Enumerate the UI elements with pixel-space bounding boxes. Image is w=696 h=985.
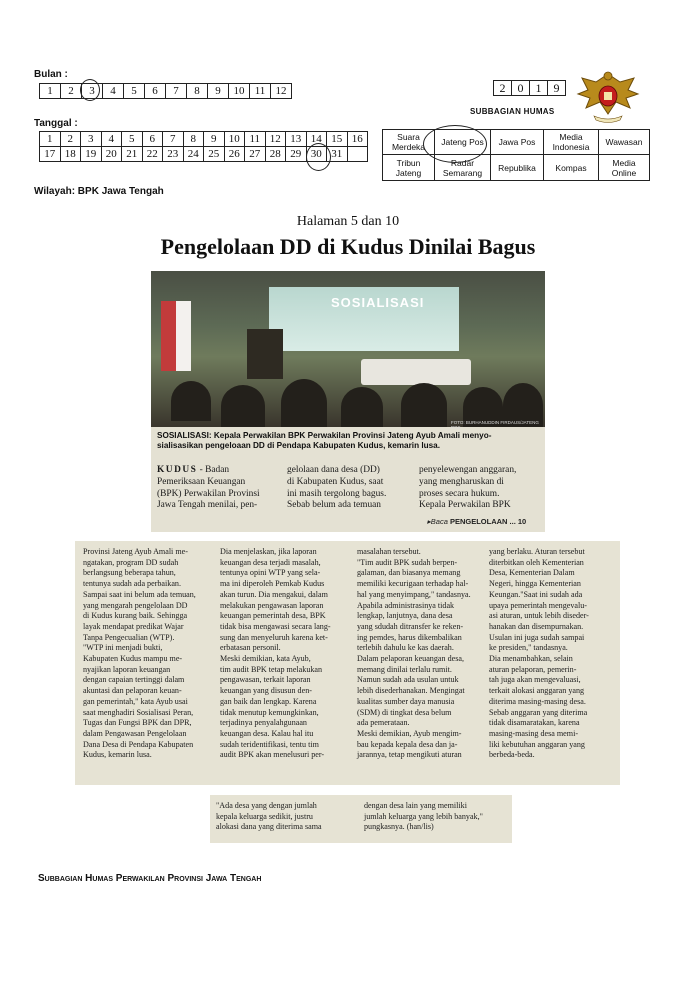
text-line: saat menghadiri Sosialisasi Peran,: [83, 707, 194, 717]
tanggal-label: Tanggal :: [34, 118, 78, 129]
headline: Pengelolaan DD di Kudus Dinilai Bagus: [160, 234, 536, 259]
text-line: tentunya sudah ada perbaikan.: [83, 579, 181, 589]
text-line: Apabila administrasinya tidak: [357, 600, 455, 610]
text-line: diterbitkan oleh Kementerian: [489, 557, 584, 567]
text-line: sung dan menyeluruh karena ket-: [220, 632, 328, 642]
clip3-column-1: [216, 801, 362, 833]
media-cell: Kompas: [544, 155, 599, 181]
text-line: dalam Pengawasan Pengelolaan: [83, 728, 187, 738]
screen-title: SOSIALISASI: [331, 295, 425, 310]
text-line: Usulan ini juga sudah sampai: [489, 632, 585, 642]
text-line: "WTP ini menjadi bukti,: [83, 643, 163, 653]
tanggal-cell-18: 18: [60, 147, 81, 162]
clipping-quote: [210, 795, 512, 843]
bulan-cell-11: 11: [250, 84, 271, 99]
clip2-column-3: [357, 547, 487, 761]
text-line: hanakan dan disempurnakan.: [489, 621, 584, 631]
tahun-digit: 0: [511, 80, 530, 96]
tanggal-cell-30: 30: [306, 147, 327, 162]
tanggal-cell-11: 11: [245, 132, 266, 147]
clipping-main: [151, 271, 545, 532]
text-line: tidak bisa mengawasi secara lang-: [220, 621, 331, 631]
garuda-emblem-icon: [574, 68, 642, 126]
bulan-cell-1: 1: [40, 84, 61, 99]
text-line: yang berlaku. Aturan tersebut: [489, 547, 585, 556]
text-line: berbeda-beda.: [489, 750, 535, 760]
photo-caption: SOSIALISASI: Kepala Perwakilan BPK Perwakilan Provinsi Jateng Ayub Amali menyo- sialisasikan pengeloaan DD di Pendapa Kabupaten Kudus, kemarin lusa.: [157, 431, 492, 450]
media-table: [382, 129, 650, 181]
media-cell: Wawasan: [599, 130, 650, 155]
text-line: tidak disamaratakan, karena: [489, 718, 580, 728]
text-line: ngatakan, program DD sudah: [83, 557, 179, 567]
text-line: gan pemerintah," kata Ayub usai: [83, 696, 188, 706]
text-line: hal yang menyimpang," tandasnya.: [357, 589, 471, 599]
text-line: memiliki kecurigaan terhadap hal-: [357, 579, 469, 589]
text-line: erbatasan personil.: [220, 643, 281, 653]
bulan-cell-4: 4: [103, 84, 124, 99]
media-cell: Jateng Pos: [435, 130, 491, 155]
clip1-column-2: gelolaan dana desa (DD) di Kabupaten Kudus, saat ini masih tergolong bagus. Sebab belum ada temuan: [287, 465, 387, 511]
text-line: aturan pelaporan, pemerin-: [489, 664, 577, 674]
tahun-digit: 9: [547, 80, 566, 96]
media-cell: Tribun Jateng: [383, 155, 435, 181]
tanggal-cell-10: 10: [224, 132, 245, 147]
text-line: tah juga akan mengevaluasi,: [489, 675, 581, 685]
clip2-column-2: [220, 547, 350, 761]
text-line: jarannya, tetap mengikuti aturan: [357, 750, 462, 760]
podium: [247, 329, 283, 379]
tanggal-cell-27: 27: [245, 147, 266, 162]
text-line: berlangsung beberapa tahun,: [83, 568, 176, 578]
text-line: Dana Desa di Pendapa Kabupaten: [83, 739, 194, 749]
tanggal-cell-4: 4: [101, 132, 122, 147]
text-line: pungkasnya. (han/lis): [364, 822, 434, 832]
text-line: terkait alokasi anggaran yang: [489, 686, 585, 696]
subbagian-label: SUBBAGIAN HUMAS: [470, 107, 555, 116]
tahun-boxes: [493, 80, 565, 96]
tanggal-cell-3: 3: [81, 132, 102, 147]
tanggal-cell-25: 25: [204, 147, 225, 162]
tanggal-cell-21: 21: [122, 147, 143, 162]
text-line: "Tim audit BPK sudah berpen-: [357, 557, 458, 567]
continued-reference: ▸Baca PENGELOLAAN ... 10: [427, 517, 527, 526]
text-line: pengawasan, terkait laporan: [220, 675, 311, 685]
text-line: galaman, dan biasanya memang: [357, 568, 461, 578]
tanggal-cell-5: 5: [122, 132, 143, 147]
clip1-column-1: KUDUS - Badan Pemeriksaan Keuangan (BPK) Perwakilan Provinsi Jawa Tengah menilai, pen-: [157, 465, 260, 511]
text-line: alokasi dana yang diterima sama: [216, 822, 322, 832]
text-line: akan turun. Dia mengakui, dalam: [220, 589, 328, 599]
text-line: upaya pemerintah mengevalu-: [489, 600, 587, 610]
text-line: "Ada desa yang dengan jumlah: [216, 801, 317, 810]
text-line: Negeri, hingga Kementerian: [489, 579, 581, 589]
tanggal-cell-12: 12: [265, 132, 286, 147]
tanggal-cell-16: 16: [347, 132, 368, 147]
text-line: yang sdudah ditransfer ke reken-: [357, 621, 464, 631]
text-line: ada pemerataan.: [357, 718, 410, 728]
tanggal-cell-31: 31: [327, 147, 348, 162]
text-line: layak mendapat predikat Wajar: [83, 621, 184, 631]
text-line: Dalam pelaporan keuangan desa,: [357, 654, 464, 664]
footer: Subbagian Humas Perwakilan Provinsi Jawa Tengah: [38, 873, 262, 884]
tanggal-cell-7: 7: [163, 132, 184, 147]
text-line: dengan capaian tertinggi dalam: [83, 675, 185, 685]
halaman-label: Halaman 5 dan 10: [296, 214, 400, 229]
text-line: tim audit BPK tetap melakukan: [220, 664, 323, 674]
media-cell: Suara Merdeka: [383, 130, 435, 155]
bulan-cell-10: 10: [229, 84, 250, 99]
clip3-column-2: [364, 801, 510, 833]
stage-table: [361, 359, 471, 385]
text-line: lengkap, lanjutnya, dana desa: [357, 611, 453, 621]
tanggal-cell-29: 29: [286, 147, 307, 162]
text-line: Tugas dan Fungsi BPK dan DPR,: [83, 718, 192, 728]
bulan-label: Bulan :: [34, 69, 68, 80]
text-line: keuangan desa. Kalau hal itu: [220, 728, 314, 738]
dateline: KUDUS: [157, 465, 198, 475]
text-line: melakukan pengawasan laporan: [220, 600, 324, 610]
tanggal-cell-24: 24: [183, 147, 204, 162]
clip2-column-4: [489, 547, 619, 761]
text-line: jumlah keluarga yang lebih banyak,": [364, 811, 483, 821]
text-line: Kudus, kemarin lusa.: [83, 750, 152, 760]
text-line: kualitas sumber daya manusia: [357, 696, 455, 706]
text-line: asi aturan, untuk lebih diseder-: [489, 611, 589, 621]
text-line: masing-masing desa memi-: [489, 728, 579, 738]
tanggal-cell-1: 1: [40, 132, 61, 147]
text-line: keuangan yang disusun den-: [220, 686, 312, 696]
text-line: ing pemdes, harus dikembalikan: [357, 632, 462, 642]
photo-credit: FOTO: BURHANUDDIN FIRDAUS/JATENG POS: [451, 420, 539, 430]
text-line: keuangan pemerintah desa, BPK: [220, 611, 326, 621]
text-line: Provinsi Jateng Ayub Amali me-: [83, 547, 188, 556]
media-cell: Republika: [491, 155, 544, 181]
bulan-cell-8: 8: [187, 84, 208, 99]
media-cell: Jawa Pos: [491, 130, 544, 155]
media-cell: Media Online: [599, 155, 650, 181]
text-line: Tanpa Pengecualian (WTP).: [83, 632, 175, 642]
bulan-cell-9: 9: [208, 84, 229, 99]
clip1-column-3: penyelewengan anggaran, yang mengharuskan di proses secara hukum. Kepala Perwakilan BPK: [419, 465, 517, 511]
text-line: di Kudus kurang baik. Sehingga: [83, 611, 188, 621]
tahun-digit: 2: [493, 80, 512, 96]
tanggal-cell-28: 28: [265, 147, 286, 162]
bulan-cell-6: 6: [145, 84, 166, 99]
text-line: Sebab anggaran yang diterima: [489, 707, 588, 717]
text-line: Kabupaten Kudus mampu me-: [83, 654, 183, 664]
text-line: keuangan desa terjadi masalah,: [220, 557, 321, 567]
text-line: Sampai saat ini belum ada temuan,: [83, 589, 196, 599]
text-line: Namun sudah ada usulan untuk: [357, 675, 459, 685]
bulan-cell-7: 7: [166, 84, 187, 99]
media-cell: Radar Semarang: [435, 155, 491, 181]
text-line: sudah teridentifikasi, tentu tim: [220, 739, 319, 749]
tanggal-table: [39, 131, 368, 162]
text-line: Dia menjelaskan, jika laporan: [220, 547, 317, 556]
text-line: (SDM) di tingkat desa belum: [357, 707, 452, 717]
tanggal-cell-6: 6: [142, 132, 163, 147]
text-line: terjadinya penyalahgunaan: [220, 718, 307, 728]
text-line: Dia menambahkan, selain: [489, 654, 573, 664]
tanggal-cell-8: 8: [183, 132, 204, 147]
text-line: memang dinilai terlalu rumit.: [357, 664, 452, 674]
text-line: kepala keluarga sedikit, justru: [216, 811, 313, 821]
tanggal-cell-15: 15: [327, 132, 348, 147]
tanggal-cell-22: 22: [142, 147, 163, 162]
text-line: Keungan."Saat ini sudah ada: [489, 589, 583, 599]
text-line: diterima masing-masing desa.: [489, 696, 586, 706]
wilayah-label: Wilayah: BPK Jawa Tengah: [34, 186, 164, 197]
tahun-digit: 1: [529, 80, 548, 96]
tanggal-cell-empty: [347, 147, 368, 162]
text-line: tentunya opini WTP yang sela-: [220, 568, 321, 578]
flag: [161, 301, 191, 371]
text-line: lebih disederhanakan. Mengingat: [357, 686, 465, 696]
tanggal-cell-20: 20: [101, 147, 122, 162]
text-line: terlebih dahulu ke kas daerah.: [357, 643, 454, 653]
text-line: bau kepada kepala desa dan ja-: [357, 739, 458, 749]
event-photo: [151, 271, 545, 430]
text-line: akuntasi dan pelaporan keuan-: [83, 686, 182, 696]
text-line: tidak menutup kemungkinkan,: [220, 707, 319, 717]
text-line: liki kebutuhan anggaran yang: [489, 739, 585, 749]
text-line: audit BPK akan menelusuri per-: [220, 750, 325, 760]
tanggal-cell-26: 26: [224, 147, 245, 162]
text-line: masalahan tersebut.: [357, 547, 421, 556]
bulan-cell-3: 3: [82, 84, 103, 99]
text-line: nyajikan laporan keuangan: [83, 664, 171, 674]
tanggal-cell-13: 13: [286, 132, 307, 147]
text-line: ke presiden," tandasnya.: [489, 643, 568, 653]
tanggal-cell-2: 2: [60, 132, 81, 147]
text-line: Meski demikian, kata Ayub,: [220, 654, 311, 664]
clipping-continued: [75, 541, 620, 785]
text-line: yang mengarah pengelolaan DD: [83, 600, 188, 610]
tanggal-cell-9: 9: [204, 132, 225, 147]
text-line: Desa, Kementerian Dalam: [489, 568, 575, 578]
tanggal-cell-23: 23: [163, 147, 184, 162]
clip2-column-1: [83, 547, 213, 761]
text-line: dengan desa lain yang memiliki: [364, 801, 467, 810]
text-line: gan baik dan lengkap. Karena: [220, 696, 317, 706]
bulan-cell-2: 2: [61, 84, 82, 99]
media-cell: Media Indonesia: [544, 130, 599, 155]
tanggal-cell-17: 17: [40, 147, 61, 162]
tanggal-cell-14: 14: [306, 132, 327, 147]
tanggal-cell-19: 19: [81, 147, 102, 162]
bulan-cell-5: 5: [124, 84, 145, 99]
bulan-table: [39, 83, 292, 99]
text-line: Meski demikian, Ayub mengim-: [357, 728, 462, 738]
text-line: ma ini diperoleh Pemkab Kudus: [220, 579, 325, 589]
bulan-cell-12: 12: [271, 84, 292, 99]
